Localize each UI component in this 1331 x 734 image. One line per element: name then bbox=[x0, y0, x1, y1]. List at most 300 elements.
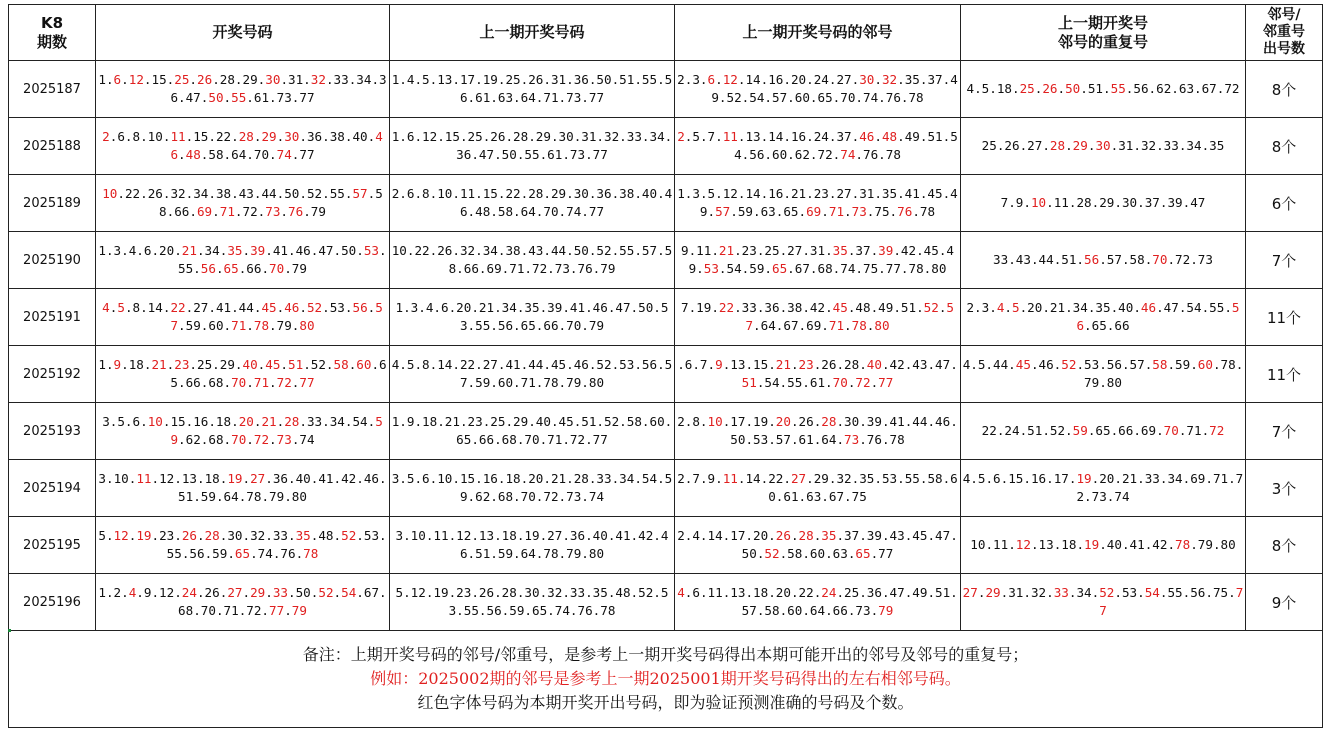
hit-number: 72 bbox=[276, 375, 292, 390]
number-text: .5.7. bbox=[684, 129, 723, 144]
hit-number: 70 bbox=[231, 432, 247, 447]
hit-number: 21 bbox=[775, 357, 791, 372]
number-text: .42.43.47. bbox=[881, 357, 958, 372]
number-text: .34. bbox=[1068, 585, 1100, 600]
header-count[interactable]: 邻号/ 邻重号 出号数 bbox=[1246, 5, 1323, 61]
hit-number: 72 bbox=[855, 375, 871, 390]
repeat-numbers-cell[interactable] bbox=[961, 346, 1246, 403]
number-text: . bbox=[1087, 138, 1096, 153]
hit-number: 19 bbox=[136, 528, 152, 543]
hit-number: 12 bbox=[1015, 537, 1031, 552]
hit-number: 29 bbox=[1072, 138, 1088, 153]
number-text: . bbox=[870, 375, 879, 390]
number-text: . bbox=[790, 528, 799, 543]
header-draw[interactable]: 开奖号码 bbox=[96, 5, 390, 61]
number-text: 7.9. bbox=[1000, 195, 1031, 210]
hit-count-cell[interactable]: 9个 bbox=[1246, 574, 1323, 631]
table-row bbox=[9, 118, 1323, 175]
number-text: 2.4.14.17.20. bbox=[677, 528, 776, 543]
number-text: 1.6.12.15.25.26.28.29.30.31.32.33.34.36.47.50.55.61.73.77 bbox=[391, 129, 673, 162]
hit-number: 55 bbox=[231, 90, 247, 105]
draw-numbers-cell[interactable] bbox=[96, 403, 390, 460]
number-text: .22.26.32.34.38.43.44.50.52.55. bbox=[117, 186, 353, 201]
hit-count-cell[interactable]: 3个 bbox=[1246, 460, 1323, 517]
neighbor-numbers-cell[interactable] bbox=[675, 517, 961, 574]
number-text: .9.12. bbox=[136, 585, 182, 600]
number-text: . bbox=[284, 603, 292, 618]
period-cell[interactable]: 2025190 bbox=[9, 232, 96, 289]
header-prev-draw[interactable]: 上一期开奖号码 bbox=[390, 5, 675, 61]
number-text: 3.10. bbox=[98, 471, 137, 486]
hit-number: 22 bbox=[718, 300, 735, 315]
number-text: 4.5.8.14.22.27.41.44.45.46.52.53.56.57.59.60.71.78.79.80 bbox=[391, 357, 673, 390]
prev-draw-cell[interactable] bbox=[390, 346, 675, 403]
number-text: .58.60.63. bbox=[779, 546, 856, 561]
number-text: 9.11. bbox=[680, 243, 719, 258]
hit-number: 27 bbox=[962, 585, 978, 600]
hit-number: 57 bbox=[170, 300, 383, 333]
number-text: .23.25.27.31. bbox=[734, 243, 833, 258]
hit-number: 35 bbox=[227, 243, 243, 258]
hit-number: 4 bbox=[128, 585, 137, 600]
number-text: .26. bbox=[790, 414, 822, 429]
hit-number: 21 bbox=[261, 414, 277, 429]
number-text: . bbox=[866, 318, 875, 333]
hit-number: 54 bbox=[341, 585, 357, 600]
hit-number: 69 bbox=[806, 204, 822, 219]
draw-numbers-cell[interactable] bbox=[96, 460, 390, 517]
number-text: .75. bbox=[866, 204, 898, 219]
hit-number: 59 bbox=[170, 414, 383, 447]
number-text: .25.36.47.49.51.57.58.60.64.66.73. bbox=[741, 585, 958, 618]
number-text: .53. bbox=[322, 300, 353, 315]
number-text: . bbox=[938, 300, 947, 315]
number-text: .61.73.77 bbox=[246, 90, 315, 105]
number-text: .17.19. bbox=[722, 414, 776, 429]
prev-draw-cell[interactable] bbox=[390, 574, 675, 631]
neighbor-numbers-cell[interactable] bbox=[675, 460, 961, 517]
number-text: .30.32.33. bbox=[219, 528, 296, 543]
number-text: .12.13.18. bbox=[151, 471, 228, 486]
number-text: . bbox=[844, 318, 852, 333]
hit-number: 30 bbox=[265, 72, 281, 87]
number-text: .33.34.54. bbox=[299, 414, 376, 429]
number-text: .36.40.41.42.46.51.59.64.78.79.80 bbox=[178, 471, 387, 504]
lottery-table bbox=[8, 4, 1323, 728]
prev-draw-cell[interactable] bbox=[390, 175, 675, 232]
hit-number: 72 bbox=[253, 432, 270, 447]
hit-number: 12 bbox=[128, 72, 144, 87]
number-text: .74 bbox=[291, 432, 315, 447]
hit-number: 30 bbox=[859, 72, 875, 87]
neighbor-numbers-cell[interactable] bbox=[675, 232, 961, 289]
period-cell[interactable]: 2025193 bbox=[9, 403, 96, 460]
number-text: . bbox=[269, 432, 277, 447]
hit-number: 30 bbox=[284, 129, 300, 144]
hit-number: 45 bbox=[1015, 357, 1031, 372]
hit-number: 60 bbox=[1197, 357, 1213, 372]
number-text: .57.58. bbox=[1099, 252, 1153, 267]
hit-count-cell[interactable]: 7个 bbox=[1246, 403, 1323, 460]
number-text: 2.6.8.10.11.15.22.28.29.30.36.38.40.46.48.58.64.70.74.77 bbox=[391, 186, 673, 219]
number-text: .72.73 bbox=[1167, 252, 1213, 267]
hit-count-cell[interactable]: 6个 bbox=[1246, 175, 1323, 232]
repeat-numbers-cell[interactable] bbox=[961, 289, 1246, 346]
draw-numbers-cell[interactable] bbox=[96, 61, 390, 118]
number-text: .58.64.70. bbox=[200, 147, 277, 162]
number-text: 1.4.5.13.17.19.25.26.31.36.50.51.55.56.61.63.64.71.73.77 bbox=[391, 72, 673, 105]
period-cell[interactable]: 2025191 bbox=[9, 289, 96, 346]
header-prev-repeat[interactable]: 上一期开奖号 邻号的重复号 bbox=[961, 5, 1246, 61]
hit-number: 27 bbox=[250, 471, 266, 486]
number-text: 1.3.4.6.20. bbox=[98, 243, 182, 258]
hit-number: 46 bbox=[170, 129, 383, 162]
number-text: 1. bbox=[98, 72, 114, 87]
prev-draw-cell[interactable] bbox=[390, 61, 675, 118]
hit-number: 51 bbox=[741, 375, 757, 390]
prev-draw-cell[interactable] bbox=[390, 460, 675, 517]
hit-number: 73 bbox=[844, 432, 860, 447]
hit-number: 11 bbox=[136, 471, 152, 486]
number-text: . bbox=[223, 90, 232, 105]
prev-draw-cell[interactable] bbox=[390, 289, 675, 346]
hit-number: 12 bbox=[113, 528, 129, 543]
hit-number: 30 bbox=[1095, 138, 1111, 153]
hit-number: 21 bbox=[151, 357, 167, 372]
repeat-numbers-cell[interactable] bbox=[961, 232, 1246, 289]
hit-number: 23 bbox=[798, 357, 814, 372]
number-text: . bbox=[242, 471, 251, 486]
hit-number: 12 bbox=[722, 72, 738, 87]
number-text: .13.15. bbox=[722, 357, 776, 372]
repeat-numbers-cell[interactable] bbox=[961, 517, 1246, 574]
hit-count-cell[interactable]: 8个 bbox=[1246, 517, 1323, 574]
hit-number: 2 bbox=[102, 129, 110, 144]
hit-number: 69 bbox=[196, 204, 213, 219]
hit-number: 56 bbox=[1084, 252, 1100, 267]
hit-number: 65 bbox=[855, 546, 871, 561]
hit-number: 72 bbox=[1209, 423, 1225, 438]
number-text: .36.38.40. bbox=[299, 129, 376, 144]
hit-number: 60 bbox=[356, 357, 372, 372]
hit-number: 51 bbox=[288, 357, 304, 372]
table-row bbox=[9, 346, 1323, 403]
number-text: . bbox=[265, 585, 273, 600]
table-row bbox=[9, 232, 1323, 289]
note-line-3: 红色字体号码为本期开奖开出号码，即为验证预测准确的号码及个数。 bbox=[417, 693, 914, 712]
number-text: .13.14.16.24.37. bbox=[737, 129, 860, 144]
hit-number: 79 bbox=[291, 603, 307, 618]
number-text: . bbox=[847, 375, 856, 390]
neighbor-numbers-cell[interactable] bbox=[675, 175, 961, 232]
number-text: .74.76. bbox=[250, 546, 304, 561]
hit-count-cell[interactable]: 8个 bbox=[1246, 118, 1323, 175]
period-cell[interactable]: 2025192 bbox=[9, 346, 96, 403]
period-cell[interactable]: 2025195 bbox=[9, 517, 96, 574]
period-cell[interactable]: 2025194 bbox=[9, 460, 96, 517]
number-text: .15. bbox=[143, 72, 175, 87]
table-row bbox=[9, 517, 1323, 574]
number-text: .31.32. bbox=[1000, 585, 1054, 600]
number-text: . bbox=[874, 72, 882, 87]
table-body bbox=[9, 61, 1323, 631]
hit-number: 11 bbox=[722, 471, 738, 486]
number-text: .26.28. bbox=[813, 357, 867, 372]
hit-number: 33 bbox=[1053, 585, 1069, 600]
hit-number: 10 bbox=[707, 414, 723, 429]
number-text: . bbox=[821, 204, 829, 219]
prev-draw-cell[interactable] bbox=[390, 403, 675, 460]
number-text: .54.59. bbox=[718, 261, 772, 276]
hit-number: 19 bbox=[1076, 471, 1092, 486]
hit-number: 39 bbox=[250, 243, 266, 258]
number-text: . bbox=[121, 72, 129, 87]
table-row bbox=[9, 289, 1323, 346]
hit-number: 74 bbox=[276, 147, 292, 162]
number-text: . bbox=[333, 585, 342, 600]
hit-number: 45 bbox=[832, 300, 848, 315]
number-text: .14.16.20.24.27. bbox=[737, 72, 860, 87]
hit-number: 58 bbox=[333, 357, 349, 372]
header-period[interactable]: K8 期数 bbox=[9, 5, 96, 61]
number-text: .23. bbox=[151, 528, 182, 543]
number-text: .56.62.63.67.72 bbox=[1125, 81, 1240, 96]
table-row bbox=[9, 460, 1323, 517]
neighbor-numbers-cell[interactable] bbox=[675, 118, 961, 175]
hit-number: 80 bbox=[299, 318, 315, 333]
hit-number: 25 bbox=[174, 72, 190, 87]
hit-number: 71 bbox=[828, 318, 845, 333]
number-text: 25.26.27. bbox=[981, 138, 1050, 153]
header-prev-neighbors[interactable]: 上一期开奖号码的邻号 bbox=[675, 5, 961, 61]
number-text: . bbox=[1057, 81, 1066, 96]
neighbor-numbers-cell[interactable] bbox=[675, 61, 961, 118]
hit-number: 50 bbox=[1065, 81, 1081, 96]
hit-number: 78 bbox=[1175, 537, 1191, 552]
hit-number: 77 bbox=[269, 603, 285, 618]
number-text: . bbox=[215, 261, 224, 276]
repeat-numbers-cell[interactable] bbox=[961, 403, 1246, 460]
number-text: .55.56.75. bbox=[1159, 585, 1236, 600]
repeat-numbers-cell[interactable] bbox=[961, 175, 1246, 232]
draw-numbers-cell[interactable] bbox=[96, 232, 390, 289]
draw-numbers-cell[interactable] bbox=[96, 118, 390, 175]
number-text: .33.34.36.47. bbox=[170, 72, 387, 105]
hit-number: 65 bbox=[234, 546, 251, 561]
number-text: .76.78 bbox=[855, 147, 901, 162]
draw-numbers-cell[interactable] bbox=[96, 517, 390, 574]
number-text: 1.3.4.6.20.21.34.35.39.41.46.47.50.53.55.56.65.66.70.79 bbox=[395, 300, 669, 333]
hit-count-cell[interactable]: 11个 bbox=[1246, 289, 1323, 346]
hit-number: 35 bbox=[295, 528, 311, 543]
hit-number: 77 bbox=[299, 375, 315, 390]
number-text: .72. bbox=[234, 204, 266, 219]
number-text: . bbox=[291, 375, 300, 390]
hit-number: 73 bbox=[276, 432, 292, 447]
number-text: .48.49.51. bbox=[847, 300, 924, 315]
hit-number: 29 bbox=[250, 585, 266, 600]
hit-number: 2 bbox=[677, 129, 685, 144]
hit-count-cell[interactable]: 11个 bbox=[1246, 346, 1323, 403]
hit-number: 78 bbox=[303, 546, 319, 561]
number-text: .14.22. bbox=[737, 471, 791, 486]
hit-number: 27 bbox=[227, 585, 243, 600]
hit-number: 46 bbox=[859, 129, 875, 144]
hit-number: 79 bbox=[878, 603, 894, 618]
hit-number: 58 bbox=[1152, 357, 1168, 372]
period-cell[interactable]: 2025187 bbox=[9, 61, 96, 118]
hit-number: 48 bbox=[185, 147, 201, 162]
table-row bbox=[9, 61, 1323, 118]
number-text: . bbox=[1004, 300, 1012, 315]
repeat-numbers-cell[interactable] bbox=[961, 460, 1246, 517]
number-text: .29.32.35.53.55.58.60.61.63.67.75 bbox=[768, 471, 958, 504]
draw-numbers-cell[interactable] bbox=[96, 574, 390, 631]
hit-count-cell[interactable]: 7个 bbox=[1246, 232, 1323, 289]
hit-number: 26 bbox=[181, 528, 197, 543]
hit-number: 28 bbox=[821, 414, 837, 429]
hit-number: 70 bbox=[231, 375, 247, 390]
hit-number: 28 bbox=[284, 414, 300, 429]
hit-number: 52 bbox=[1061, 357, 1077, 372]
number-text: 4.5.6.15.16.17. bbox=[962, 471, 1077, 486]
number-text: .30.39.41.44.46.50.53.57.61.64. bbox=[730, 414, 958, 447]
period-cell[interactable]: 2025196 bbox=[9, 574, 96, 631]
prev-draw-cell[interactable] bbox=[390, 517, 675, 574]
hit-number: 32 bbox=[310, 72, 326, 87]
hit-number: 52 bbox=[764, 546, 780, 561]
hit-number: 53 bbox=[703, 261, 719, 276]
neighbor-numbers-cell[interactable] bbox=[675, 403, 961, 460]
hit-number: 54 bbox=[1144, 585, 1160, 600]
note-line-1: 备注：上期开奖号码的邻号/邻重号，是参考上一期开奖号码得出本期可能开出的邻号及邻号的重复号； bbox=[302, 645, 1029, 664]
number-text: .67.68.74.75.77.78.80 bbox=[787, 261, 947, 276]
hit-number: 56 bbox=[200, 261, 216, 276]
prev-draw-cell[interactable] bbox=[390, 232, 675, 289]
note-line-2: 例如：2025002期的邻号是参考上一期2025001期开奖号码得出的左右相邻号码。 bbox=[370, 669, 961, 688]
number-text: 4.5.18. bbox=[966, 81, 1020, 96]
number-text: 10.11. bbox=[970, 537, 1016, 552]
neighbor-numbers-cell[interactable] bbox=[675, 346, 961, 403]
number-text: 1.2. bbox=[98, 585, 129, 600]
hit-number: 71 bbox=[828, 204, 845, 219]
hit-number: 52 bbox=[1099, 585, 1115, 600]
hit-number: 46 bbox=[1140, 300, 1157, 315]
hit-count-cell[interactable]: 8个 bbox=[1246, 61, 1323, 118]
hit-number: 40 bbox=[866, 357, 882, 372]
hit-number: 26 bbox=[775, 528, 791, 543]
number-text: 3.10.11.12.13.18.19.27.36.40.41.42.46.51.59.64.78.79.80 bbox=[395, 528, 669, 561]
hit-number: 45 bbox=[261, 300, 277, 315]
hit-number: 70 bbox=[1152, 252, 1168, 267]
neighbor-numbers-cell[interactable] bbox=[675, 289, 961, 346]
hit-number: 39 bbox=[878, 243, 894, 258]
number-text: .78.79.80 bbox=[1084, 357, 1244, 390]
repeat-numbers-cell[interactable] bbox=[961, 574, 1246, 631]
number-text: .25.29. bbox=[189, 357, 243, 372]
number-text: .18. bbox=[121, 357, 152, 372]
number-text: . bbox=[280, 204, 289, 219]
number-text: . bbox=[246, 375, 254, 390]
hit-number: 56 bbox=[352, 300, 368, 315]
hit-number: 28 bbox=[1049, 138, 1066, 153]
number-text: 2.3. bbox=[677, 72, 708, 87]
number-text: . bbox=[128, 528, 137, 543]
number-text: .34. bbox=[196, 243, 228, 258]
number-text: .53.56.57. bbox=[1076, 357, 1153, 372]
number-text: . bbox=[276, 414, 285, 429]
draw-numbers-cell[interactable] bbox=[96, 289, 390, 346]
hit-number: 57 bbox=[352, 186, 368, 201]
number-text: .6.11.13.18.20.22. bbox=[684, 585, 822, 600]
number-text: . bbox=[257, 357, 266, 372]
period-cell[interactable]: 2025189 bbox=[9, 175, 96, 232]
hit-number: 65 bbox=[223, 261, 239, 276]
number-text: 5.12.19.23.26.28.30.32.33.35.48.52.53.55.56.59.65.74.76.78 bbox=[395, 585, 669, 618]
hit-number: 55 bbox=[1110, 81, 1126, 96]
notes-cell[interactable] bbox=[9, 631, 1323, 728]
hit-number: 19 bbox=[1084, 537, 1100, 552]
lottery-table-sheet bbox=[8, 4, 1323, 728]
number-text: .41.46.47.50. bbox=[265, 243, 364, 258]
table-row bbox=[9, 574, 1323, 631]
hit-number: 57 bbox=[745, 300, 955, 333]
hit-number: 50 bbox=[208, 90, 224, 105]
number-text: .26. bbox=[196, 585, 228, 600]
hit-number: 77 bbox=[878, 375, 894, 390]
number-text: . bbox=[178, 147, 186, 162]
number-text: .53. bbox=[1114, 585, 1145, 600]
number-text: .40.41.42. bbox=[1099, 537, 1176, 552]
number-text: . bbox=[715, 72, 723, 87]
number-text: .6.7. bbox=[677, 357, 716, 372]
hit-number: 21 bbox=[181, 243, 197, 258]
number-text: .20.21.33.34.69.71.72.73.74 bbox=[1076, 471, 1244, 504]
hit-number: 4 bbox=[677, 585, 685, 600]
hit-number: 6 bbox=[113, 72, 122, 87]
hit-number: 29 bbox=[985, 585, 1001, 600]
draw-numbers-cell[interactable] bbox=[96, 346, 390, 403]
number-text: .6.8.10. bbox=[109, 129, 171, 144]
table-row bbox=[9, 175, 1323, 232]
number-text: 22.24.51.52. bbox=[981, 423, 1073, 438]
hit-number: 71 bbox=[253, 375, 270, 390]
number-text: .71. bbox=[1178, 423, 1210, 438]
hit-number: 52 bbox=[318, 585, 334, 600]
number-text: . bbox=[348, 357, 357, 372]
number-text: 1. bbox=[98, 357, 114, 372]
repeat-numbers-cell[interactable] bbox=[961, 118, 1246, 175]
hit-number: 56 bbox=[1076, 300, 1240, 333]
hit-number: 33 bbox=[272, 585, 289, 600]
draw-numbers-cell[interactable] bbox=[96, 175, 390, 232]
hit-number: 23 bbox=[174, 357, 190, 372]
prev-draw-cell[interactable] bbox=[390, 118, 675, 175]
table-row bbox=[9, 403, 1323, 460]
hit-number: 10 bbox=[147, 414, 163, 429]
number-text: .31. bbox=[280, 72, 311, 87]
number-text: . bbox=[246, 318, 254, 333]
number-text: 33.43.44.51. bbox=[993, 252, 1085, 267]
number-text: . bbox=[242, 243, 251, 258]
hit-number: 19 bbox=[227, 471, 243, 486]
neighbor-numbers-cell[interactable] bbox=[675, 574, 961, 631]
number-text: .65.66.68. bbox=[170, 357, 387, 390]
cell-selection-marker bbox=[8, 629, 11, 632]
period-cell[interactable]: 2025188 bbox=[9, 118, 96, 175]
number-text: . bbox=[1065, 138, 1073, 153]
repeat-numbers-cell[interactable] bbox=[961, 61, 1246, 118]
